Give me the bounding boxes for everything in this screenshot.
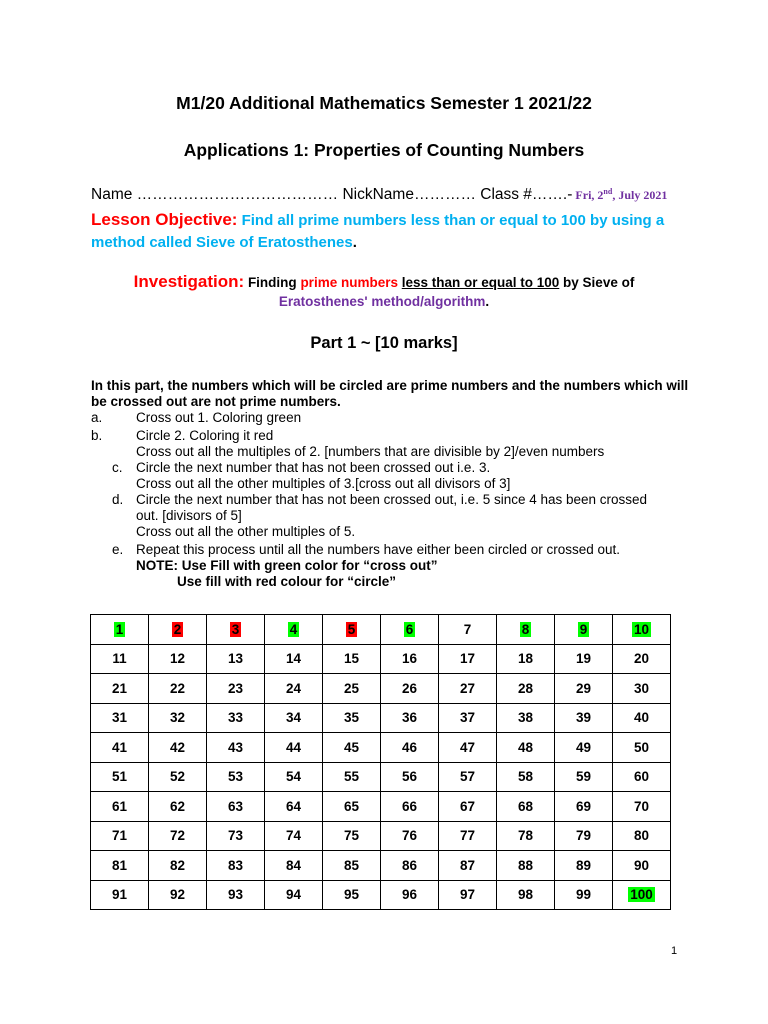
grid-number: 84 [285,857,302,873]
grid-number: 60 [633,769,650,785]
grid-number: 17 [459,651,476,667]
grid-cell [91,792,149,822]
grid-cell [265,644,323,674]
grid-number: 90 [633,857,650,873]
grid-number: 18 [517,651,534,667]
grid-number: 87 [459,857,476,873]
grid-number: 79 [575,828,592,844]
grid-cell [613,821,671,851]
grid-number: 98 [517,887,534,903]
objective-label: Lesson Objective: [91,210,238,229]
grid-cell [497,792,555,822]
grid-cell [497,762,555,792]
grid-number: 71 [111,828,128,844]
grid-cell [207,762,265,792]
grid-cell [323,615,381,645]
grid-number: 9 [579,621,588,637]
grid-cell [555,644,613,674]
lesson-objective: Lesson Objective: Find all prime numbers less than or equal to 100 by using a method called Sieve of Eratosthenes. [91,210,665,251]
grid-number: 26 [401,680,418,696]
grid-number: 21 [111,680,128,696]
step-d-continued: out. [divisors of 5] [136,508,242,523]
grid-cell [323,674,381,704]
grid-row [91,644,671,674]
grid-cell [91,851,149,881]
grid-cell [555,851,613,881]
grid-number: 39 [575,710,592,726]
grid-cell [555,821,613,851]
grid-cell [439,821,497,851]
grid-cell [613,762,671,792]
grid-cell [439,792,497,822]
grid-cell [149,615,207,645]
grid-cell [381,674,439,704]
date: Fri, 2nd, July 2021 [572,187,668,202]
investigation-label: Investigation: [133,272,245,291]
grid-number: 38 [517,710,534,726]
grid-cell [149,851,207,881]
grid-row [91,821,671,851]
grid-number: 8 [521,621,530,637]
grid-cell [91,733,149,763]
grid-number: 92 [169,887,186,903]
grid-number: 62 [169,798,186,814]
grid-cell [149,880,207,910]
grid-cell [265,880,323,910]
grid-cell [149,674,207,704]
grid-number: 44 [285,739,302,755]
grid-cell [381,703,439,733]
grid-cell [381,733,439,763]
grid-cell [381,615,439,645]
page-number: 1 [671,945,678,957]
grid-number: 48 [517,739,534,755]
grid-number: 100 [630,887,653,903]
grid-row [91,851,671,881]
grid-cell [497,615,555,645]
grid-number: 72 [169,828,186,844]
grid-number: 81 [111,857,128,873]
grid-cell [381,880,439,910]
grid-number: 35 [343,710,360,726]
grid-cell [555,733,613,763]
grid-number: 53 [227,769,244,785]
grid-cell [613,674,671,704]
step-a: Cross out 1. Coloring green [136,410,302,425]
grid-cell [265,674,323,704]
grid-number: 67 [459,798,476,814]
grid-number: 42 [169,739,186,755]
grid-cell [439,733,497,763]
grid-number: 78 [517,828,534,844]
grid-row [91,733,671,763]
step-d: Circle the next number that has not been crossed out, i.e. 5 since 4 has been crossed [136,492,648,507]
grid-number: 83 [227,857,244,873]
grid-cell [265,615,323,645]
grid-cell [555,762,613,792]
grid-cell [323,792,381,822]
grid-number: 54 [285,769,302,785]
step-marker-c: c. [112,460,123,475]
grid-number: 16 [401,651,418,667]
document-subtitle: Applications 1: Properties of Counting Numbers [183,140,585,160]
grid-cell [381,851,439,881]
grid-cell [149,762,207,792]
grid-row [91,762,671,792]
instructions-intro: In this part, the numbers which will be circled are prime numbers and the numbers which will be crossed out are not prime numbers. [91,378,689,409]
grid-cell [91,880,149,910]
grid-row [91,880,671,910]
grid-number: 49 [575,739,592,755]
grid-number: 96 [401,887,418,903]
grid-number: 47 [459,739,476,755]
investigation: Investigation: Finding prime numbers less than or equal to 100 by Sieve of Eratosthenes' method/algorithm. [133,272,635,309]
grid-number: 24 [285,680,302,696]
grid-cell [323,733,381,763]
grid-number: 6 [405,621,414,637]
grid-number: 94 [285,887,302,903]
step-marker-d: d. [112,492,124,507]
grid-number: 14 [285,651,302,667]
grid-number: 10 [633,621,650,637]
step-b: Circle 2. Coloring it red [136,428,274,443]
grid-number: 57 [459,769,476,785]
grid-number: 76 [401,828,418,844]
grid-cell [91,703,149,733]
grid-number: 25 [343,680,360,696]
grid-number: 12 [169,651,186,667]
grid-cell [91,674,149,704]
grid-number: 46 [401,739,418,755]
grid-number: 86 [401,857,418,873]
grid-number: 41 [111,739,128,755]
grid-cell [91,644,149,674]
grid-number: 40 [633,710,650,726]
grid-number: 5 [347,621,356,637]
grid-number: 93 [227,887,244,903]
grid-number: 13 [227,651,244,667]
grid-cell [149,733,207,763]
grid-number: 28 [517,680,534,696]
grid-number: 73 [227,828,244,844]
grid-number: 89 [575,857,592,873]
grid-cell [381,644,439,674]
grid-cell [497,644,555,674]
grid-cell [613,703,671,733]
grid-cell [555,615,613,645]
grid-number: 64 [285,798,302,814]
grid-number: 36 [401,710,418,726]
step-marker-e: e. [112,542,124,557]
grid-number: 32 [169,710,186,726]
grid-number: 91 [111,887,128,903]
grid-number: 7 [463,621,472,637]
grid-cell [439,674,497,704]
note-red: Use fill with red colour for “circle” [177,574,397,589]
name-fields: Name ………………………………… NickName………… Class #…….- [91,186,573,203]
grid-number: 22 [169,680,186,696]
grid-number: 70 [633,798,650,814]
objective-text: Find all prime numbers less than or equal to 100 by using a method called Sieve of Eratosthenes [91,212,665,251]
grid-cell [613,615,671,645]
grid-number: 63 [227,798,244,814]
grid-number: 77 [459,828,476,844]
grid-cell [439,880,497,910]
grid-cell [439,703,497,733]
grid-number: 69 [575,798,592,814]
grid-cell [497,851,555,881]
grid-cell [497,880,555,910]
grid-cell [613,851,671,881]
grid-number: 56 [401,769,418,785]
grid-cell [207,821,265,851]
grid-number: 27 [459,680,476,696]
step-c-continued: Cross out all the other multiples of 3.[cross out all divisors of 3] [136,476,511,491]
grid-number: 74 [285,828,302,844]
grid-cell [265,733,323,763]
grid-number: 65 [343,798,360,814]
grid-number: 85 [343,857,360,873]
grid-row [91,615,671,645]
grid-row [91,792,671,822]
grid-cell [149,792,207,822]
grid-cell [265,762,323,792]
grid-number: 59 [575,769,592,785]
step-d-multiples: Cross out all the other multiples of 5. [136,524,356,539]
grid-cell [91,615,149,645]
grid-number: 99 [575,887,592,903]
grid-number: 15 [343,651,360,667]
grid-cell [439,851,497,881]
grid-number: 1 [115,621,124,637]
grid-cell [497,821,555,851]
grid-cell [207,615,265,645]
name-line [91,186,667,204]
grid-number: 97 [459,887,476,903]
grid-number: 58 [517,769,534,785]
step-e: Repeat this process until all the numbers have either been circled or crossed out. [136,542,621,557]
grid-number: 50 [633,739,650,755]
grid-cell [555,880,613,910]
grid-cell [497,703,555,733]
grid-cell [497,674,555,704]
grid-cell [265,792,323,822]
grid-number: 20 [633,651,650,667]
grid-number: 2 [173,621,182,637]
grid-cell [265,851,323,881]
grid-cell [207,703,265,733]
grid-cell [323,880,381,910]
grid-number: 52 [169,769,186,785]
grid-number: 29 [575,680,592,696]
grid-number: 23 [227,680,244,696]
grid-number: 19 [575,651,592,667]
step-marker-b: b. [91,428,103,443]
grid-number: 66 [401,798,418,814]
grid-cell [381,762,439,792]
grid-cell [207,851,265,881]
grid-cell [207,792,265,822]
grid-number: 37 [459,710,476,726]
grid-cell [613,880,671,910]
grid-cell [613,644,671,674]
grid-cell [381,821,439,851]
grid-row [91,703,671,733]
grid-number: 95 [343,887,360,903]
grid-number: 3 [231,621,240,637]
grid-row [91,674,671,704]
grid-cell [613,733,671,763]
note-green: NOTE: Use Fill with green color for “cross out” [136,558,438,573]
grid-cell [439,762,497,792]
grid-number: 75 [343,828,360,844]
grid-number: 4 [289,621,298,637]
grid-cell [323,703,381,733]
grid-number: 68 [517,798,534,814]
grid-cell [323,644,381,674]
grid-cell [91,762,149,792]
grid-cell [497,733,555,763]
grid-number: 31 [111,710,128,726]
grid-number: 45 [343,739,360,755]
grid-cell [381,792,439,822]
grid-cell [265,821,323,851]
grid-cell [613,792,671,822]
grid-cell [555,792,613,822]
grid-cell [91,821,149,851]
grid-cell [207,880,265,910]
grid-cell [555,674,613,704]
grid-number: 55 [343,769,360,785]
grid-cell [149,703,207,733]
step-marker-a: a. [91,410,103,425]
grid-number: 88 [517,857,534,873]
number-grid [90,614,671,910]
grid-cell [323,851,381,881]
grid-cell [323,821,381,851]
grid-cell [555,703,613,733]
grid-number: 80 [633,828,650,844]
document-title: M1/20 Additional Mathematics Semester 1 2021/22 [176,93,592,113]
grid-cell [265,703,323,733]
grid-number: 82 [169,857,186,873]
grid-number: 30 [633,680,650,696]
grid-number: 61 [111,798,128,814]
grid-number: 51 [111,769,128,785]
grid-number: 43 [227,739,244,755]
grid-cell [149,821,207,851]
grid-cell [439,644,497,674]
grid-cell [207,644,265,674]
grid-cell [207,733,265,763]
step-c: Circle the next number that has not been crossed out i.e. 3. [136,460,491,475]
grid-number: 34 [285,710,302,726]
grid-cell [323,762,381,792]
grid-number: 11 [112,651,127,667]
grid-cell [149,644,207,674]
grid-cell [207,674,265,704]
grid-cell [439,615,497,645]
step-b-continued: Cross out all the multiples of 2. [numbers that are divisible by 2]/even numbers [136,444,605,459]
grid-number: 33 [227,710,244,726]
part-heading: Part 1 ~ [10 marks] [310,334,458,352]
